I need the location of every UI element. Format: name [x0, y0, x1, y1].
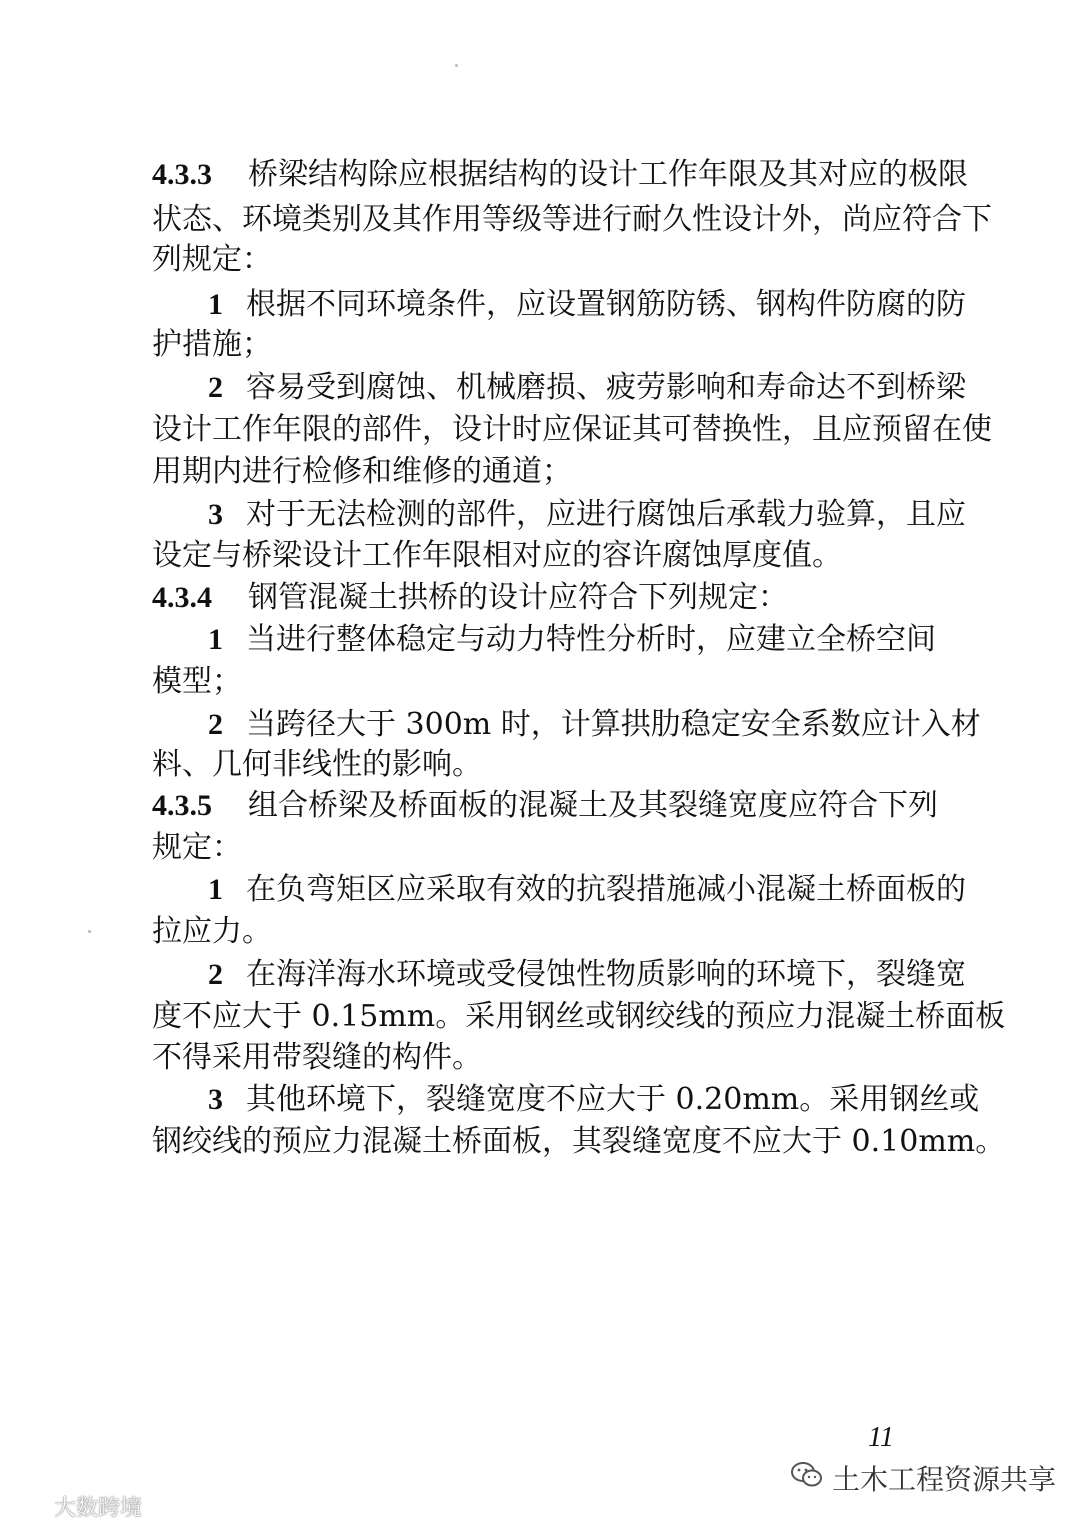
watermark-text: 大数跨境 [54, 1495, 143, 1521]
list-item [152, 285, 966, 325]
item-text: 料、几何非线性的影响。 [152, 747, 482, 782]
wechat-icon [790, 1460, 824, 1497]
clause-4-3-5-line-1 [152, 786, 942, 826]
list-item [152, 705, 981, 745]
watermark-right [790, 1458, 1056, 1498]
page-number: 11 [868, 1422, 894, 1453]
item-text: 不得采用带裂缝的构件。 [152, 1040, 482, 1075]
item-text: 护措施； [152, 327, 272, 362]
list-item [152, 368, 966, 408]
list-item [152, 620, 942, 660]
clause-text: 桥梁结构除应根据结构的设计工作年限及其对应的极限 [248, 157, 968, 192]
scan-speck [88, 930, 91, 933]
item-text: 用期内进行检修和维修的通道； [152, 454, 572, 489]
item-text: 度不应大于 0.15mm。采用钢丝或钢绞线的预应力混凝土桥面板 [152, 999, 1006, 1034]
scan-speck [455, 64, 458, 67]
clause-number: 4.3.3 [152, 158, 212, 191]
item-text: 设计工作年限的部件，设计时应保证其可替换性，且应预留在使 [152, 412, 992, 447]
clause-text: 组合桥梁及桥面板的混凝土及其裂缝宽度应符合下列 [248, 788, 938, 823]
item-number: 2 [208, 371, 223, 404]
clause-text: 钢管混凝土拱桥的设计应符合下列规定： [248, 580, 788, 615]
item-text: 容易受到腐蚀、机械磨损、疲劳影响和寿命达不到桥梁 [246, 370, 966, 405]
item-text: 当进行整体稳定与动力特性分析时，应建立全桥空间 [246, 622, 936, 657]
item-text: 根据不同环境条件，应设置钢筋防锈、钢构件防腐的防 [246, 287, 966, 322]
list-item [152, 495, 966, 535]
clause-text: 列规定： [152, 242, 272, 277]
watermark-left [8, 1490, 142, 1522]
item-number: 1 [208, 623, 223, 656]
watermark-text: 土木工程资源共享 [832, 1463, 1057, 1496]
item-text: 对于无法检测的部件，应进行腐蚀后承载力验算，且应 [246, 497, 966, 532]
item-number: 2 [208, 958, 223, 991]
clause-4-3-3-line-1 [152, 155, 968, 195]
item-text: 其他环境下，裂缝宽度不应大于 0.20mm。采用钢丝或 [246, 1082, 980, 1117]
item-number: 3 [208, 498, 223, 531]
logo-icon [8, 1491, 48, 1521]
clause-text: 状态、环境类别及其作用等级等进行耐久性设计外，尚应符合下 [152, 202, 992, 237]
item-text: 在海洋海水环境或受侵蚀性物质影响的环境下，裂缝宽 [246, 957, 966, 992]
item-text: 钢绞线的预应力混凝土桥面板，其裂缝宽度不应大于 0.10mm。 [152, 1124, 1006, 1159]
item-number: 1 [208, 288, 223, 321]
item-number: 3 [208, 1083, 223, 1116]
item-text: 拉应力。 [152, 914, 272, 949]
item-text: 在负弯矩区应采取有效的抗裂措施减小混凝土桥面板的 [246, 872, 966, 907]
list-item [152, 955, 966, 995]
item-text: 当跨径大于 300m 时，计算拱肋稳定安全系数应计入材 [246, 707, 981, 742]
clause-number: 4.3.4 [152, 581, 212, 614]
item-text: 模型； [152, 664, 242, 699]
clause-text: 规定： [152, 830, 242, 865]
item-text: 设定与桥梁设计工作年限相对应的容许腐蚀厚度值。 [152, 538, 842, 573]
list-item [152, 870, 966, 910]
clause-number: 4.3.5 [152, 789, 212, 822]
clause-4-3-4-line-1 [152, 578, 942, 618]
item-number: 2 [208, 708, 223, 741]
item-number: 1 [208, 873, 223, 906]
list-item [152, 1080, 980, 1120]
